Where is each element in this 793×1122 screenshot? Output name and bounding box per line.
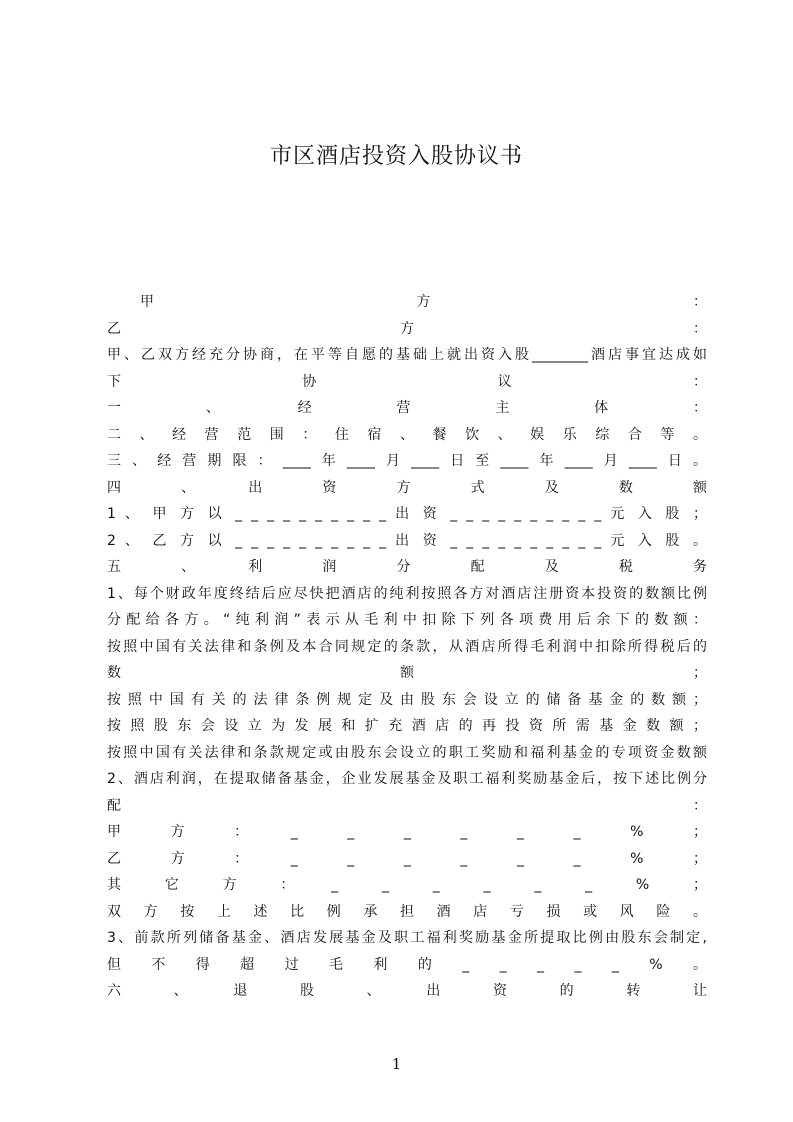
deduction-line-3: 按照中国有关的法律条例规定及由股东会设立的储备基金的数额； xyxy=(107,691,707,708)
profit-clause-1-line-2: 分配给各方。“纯利润”表示从毛利中扣除下列各项费用后余下的数额： xyxy=(107,612,707,628)
loss-sharing-line: 双 方 按 上 述 比 例 承 担 酒 店 亏 损 或 风 险 。 xyxy=(107,903,707,920)
profit-clause-1-line-1: 1、每个财政年度终结后应尽快把酒店的纯利按照各方对酒店注册资本投资的数额比例 xyxy=(107,585,707,602)
profit-clause-2-line-2: 配 ： xyxy=(107,797,707,814)
party-a-share-line: 甲 方 ： _ _ _ _ _ _ % ； xyxy=(107,824,707,840)
deduction-line-4: 按照股东会设立为发展和扩充酒店的再投资所需基金数额； xyxy=(107,718,707,734)
party-a-line: 甲 方 ： xyxy=(140,294,707,310)
party-b-share-line: 乙 方 ： _ _ _ _ _ _ % ； xyxy=(107,850,707,867)
profit-clause-2-line-1: 2、酒店利润，在提取储备基金，企业发展基金及职工福利奖励基金后，按下述比例分 xyxy=(107,771,707,787)
document-title: 市区酒店投资入股协议书 xyxy=(269,144,523,169)
investment-clause-1: 1 、 甲 方 以 _ _ _ _ _ _ _ _ _ _ 出 资 _ _ _ _ _ _ _ _ _ _ 元 入 股 ； xyxy=(107,506,707,522)
deduction-line-2: 数 额 ； xyxy=(107,665,707,681)
deduction-line-1: 按照中国有关法律和条例及本合同规定的条款，从酒店所得毛利润中扣除所得税后的 xyxy=(107,638,707,655)
party-b-line: 乙 方 ： xyxy=(107,320,707,337)
investment-clause-2: 2 、 乙 方 以 _ _ _ _ _ _ _ _ _ _ 出 资 _ _ _ _ _ _ _ _ _ _ 元 入 股 。 xyxy=(107,532,707,549)
deduction-line-5: 按照中国有关法律和条款规定或由股东会设立的职工奖励和福利基金的专项资金数额 xyxy=(107,744,707,761)
section-6-heading: 六 、 退 股 、 出 资 的 转 让 xyxy=(107,983,707,999)
other-party-share-line: 其 它 方 ： _ _ _ _ _ _ % ； xyxy=(107,877,707,893)
section-5-heading: 五 、 利 润 分 配 及 税 务 xyxy=(107,559,707,575)
page-number: 1 xyxy=(391,1055,402,1073)
preamble-end-line: 下 协 议 ： xyxy=(107,373,707,390)
section-1-heading: 一 、 经 营 主 体 ： xyxy=(107,400,707,416)
section-2-heading: 二 、 经 营 范 围 ： 住 宿 、 餐 饮 、 娱 乐 综 合 等 。 xyxy=(107,426,707,443)
profit-clause-3-line-1: 3、前款所列储备基金、酒店发展基金及职工福利奖励基金所提取比例由股东会制定, xyxy=(107,930,707,946)
section-3-heading: 三、经营期限：____年____月____日至____年____月____日。 xyxy=(107,453,707,469)
preamble-line: 甲、乙双方经充分协商，在平等自愿的基础上就出资入股________酒店事宜达成如 xyxy=(107,347,707,363)
section-4-heading: 四 、 出 资 方 式 及 数 额 xyxy=(107,479,707,496)
document-body xyxy=(107,289,707,1005)
profit-clause-3-line-2: 但 不 得 超 过 毛 利 的 _ _ _ _ _ % 。 xyxy=(107,956,707,973)
